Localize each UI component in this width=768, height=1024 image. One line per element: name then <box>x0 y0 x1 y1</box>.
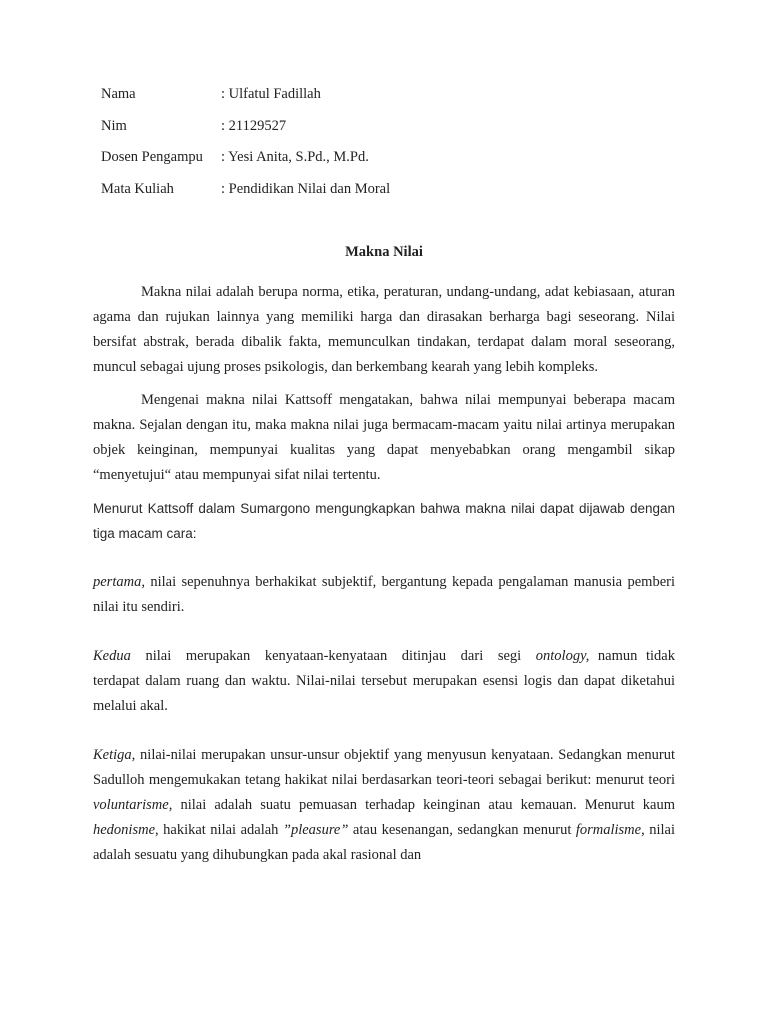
paragraph-term: ontology, <box>535 648 590 664</box>
paragraph-text: nilai sepenuhnya berhakikat subjektif, bergantung kepada pengalaman manusia pemberi nilai itu sendiri. <box>93 574 675 615</box>
paragraph-text: atau kesenangan, sedangkan menurut <box>348 822 576 838</box>
paragraph-kedua <box>93 644 675 719</box>
paragraph-1: Makna nilai adalah berupa norma, etika, peraturan, undang-undang, adat kebiasaan, aturan agama dan rujukan lainnya yang memiliki harga dan dirasakan berharga bagi seseorang. Nilai bersifat abstrak, berada dibalik fakta, memunculkan tindakan, terdapat dalam moral seseorang, muncul sebagai ujung proses psikologis, dan berkembang kearah yang lebih kompleks. <box>93 284 675 375</box>
document-title: Makna Nilai <box>345 244 423 260</box>
paragraph-text: , nilai adalah sesuatu yang dihubungkan pada akal rasional dan <box>93 822 675 863</box>
info-label: Nim <box>101 117 127 134</box>
info-label: Mata Kuliah <box>101 180 174 197</box>
paragraph-term: hedonisme <box>93 822 156 838</box>
paragraph-pertama <box>93 570 675 620</box>
info-row-nama <box>101 86 390 118</box>
paragraph-text: namun tidak terdapat dalam ruang dan waktu. Nilai-nilai tersebut merupakan esensi logis dan dapat diketahui melalui akal. <box>93 648 675 714</box>
student-info-block <box>101 86 390 212</box>
info-value: : Pendidikan Nilai dan Moral <box>221 180 391 197</box>
info-value: : 21129527 <box>221 117 287 134</box>
info-label: Dosen Pengampu <box>101 149 203 165</box>
paragraph-term: ”pleasure” <box>282 822 349 838</box>
info-value: : Yesi Anita, S.Pd., M.Pd. <box>221 149 369 165</box>
paragraph-lead-term: Kedua <box>93 648 131 664</box>
paragraph-2: Mengenai makna nilai Kattsoff mengatakan, bahwa nilai mempunyai beberapa macam makna. Sejalan dengan itu, maka makna nilai juga bermacam-macam yaitu nilai artinya merupakan objek keinginan, mempunyai kualitas yang dapat menyebabkan orang mengambil sikap “menyetujui“ atau mempunyai sifat nilai tertentu. <box>93 392 675 483</box>
paragraph-term: voluntarisme, <box>93 797 173 813</box>
info-row-nim <box>101 118 390 150</box>
paragraph-term: formalisme <box>575 822 642 838</box>
paragraph-text: nilai-nilai merupakan unsur-unsur objektif yang menyusun kenyataan. Sedangkan menurut Sadulloh mengemukakan tetang hakikat nilai berdasarkan teori-teori sebagai berikut: menurut teori <box>93 747 675 788</box>
paragraph-3: Menurut Kattsoff dalam Sumargono mengungkapkan bahwa makna nilai dapat dijawab dengan tiga macam cara: <box>93 501 675 541</box>
info-row-mata-kuliah <box>101 181 390 213</box>
paragraph-lead-term: Ketiga, <box>93 747 136 763</box>
paragraph-lead-term: pertama, <box>93 574 145 590</box>
info-value: : Ulfatul Fadillah <box>221 86 321 102</box>
paragraph-ketiga <box>93 743 675 868</box>
document-body <box>93 280 675 868</box>
paragraph-text: nilai adalah suatu pemuasan terhadap keinginan atau kemauan. Menurut kaum <box>172 797 675 813</box>
paragraph-text: nilai merupakan kenyataan-kenyataan ditinjau dari segi <box>130 648 536 664</box>
paragraph-text: , hakikat nilai adalah <box>155 822 283 838</box>
info-label: Nama <box>101 86 136 102</box>
info-row-dosen <box>101 149 390 181</box>
